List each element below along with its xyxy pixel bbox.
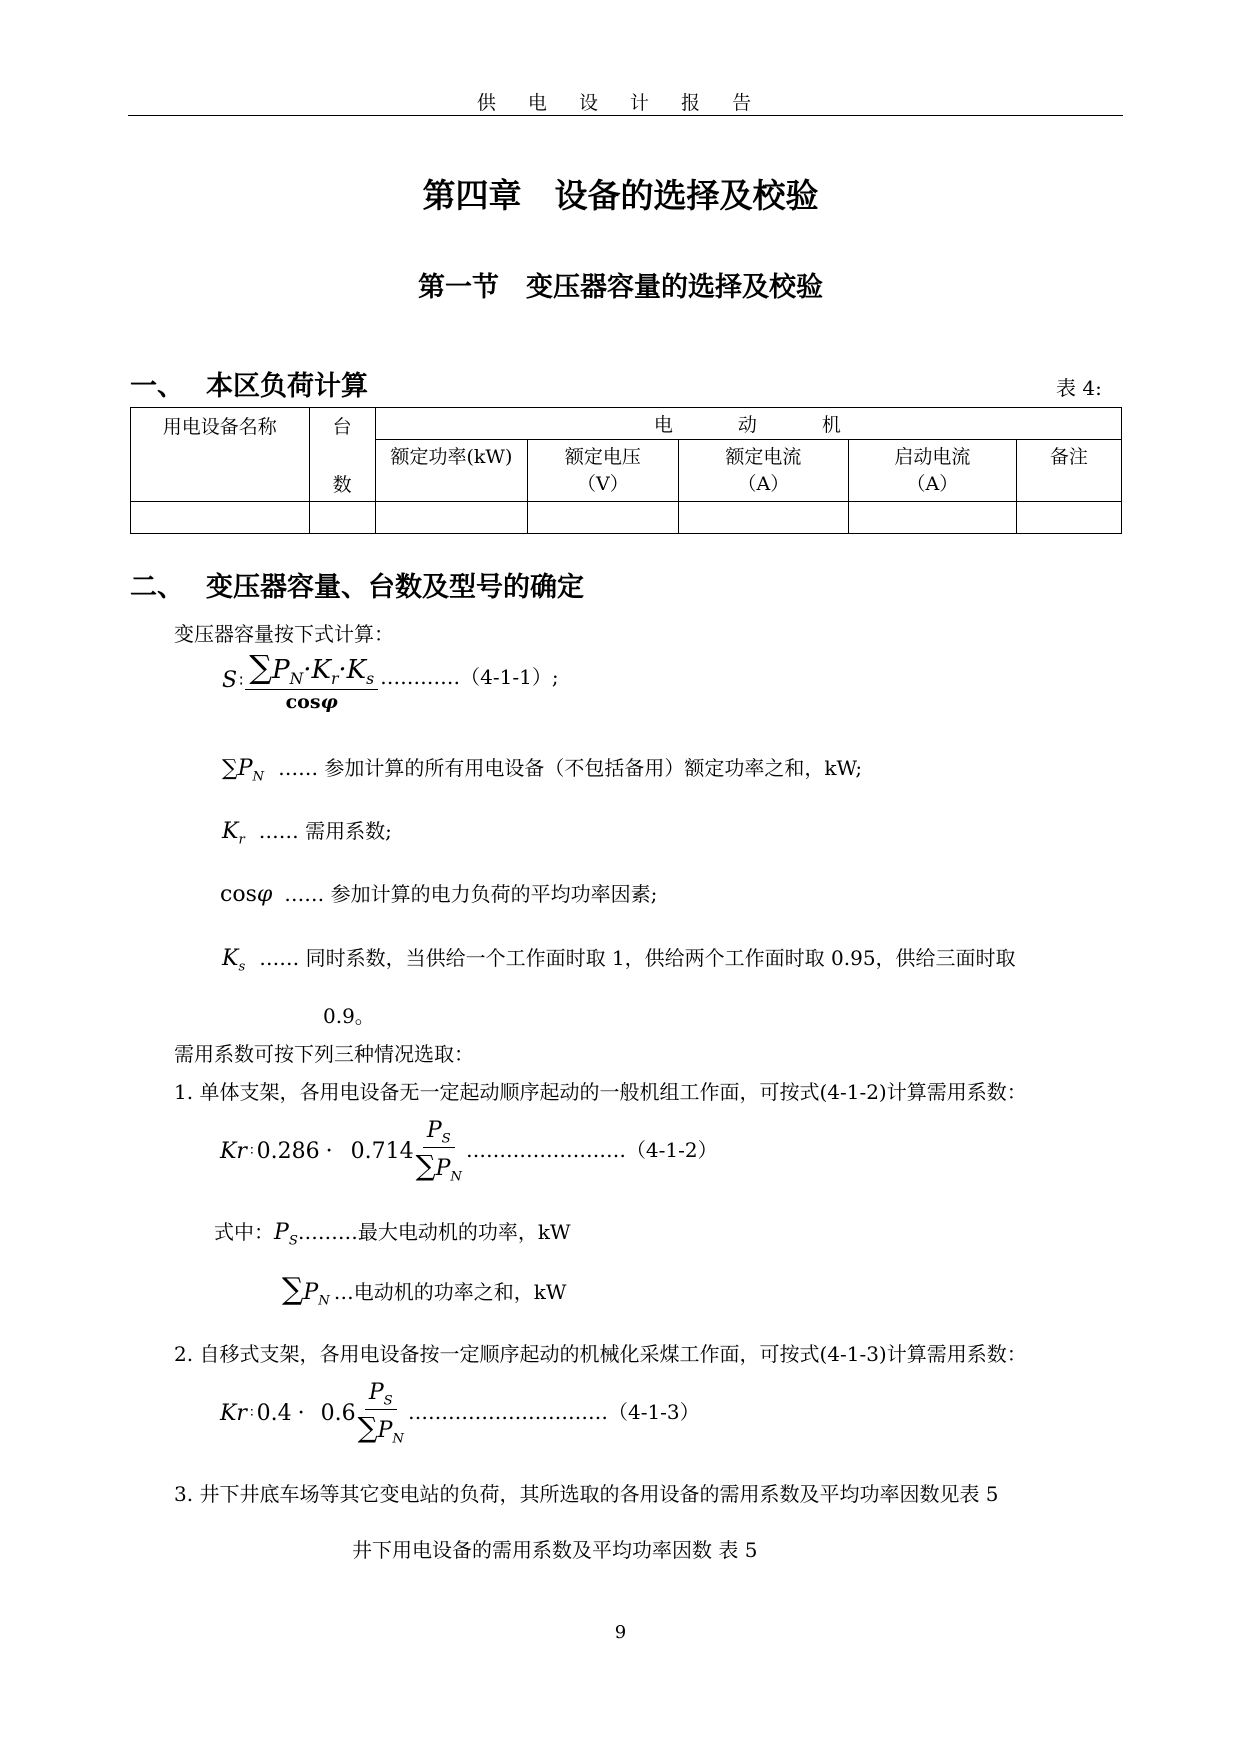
col-rated-voltage: 额定电压 （V） <box>528 440 678 502</box>
def-kr: $K_r$ …… 需用系数; <box>222 819 392 848</box>
load-table <box>130 407 1122 534</box>
case-1: 1. 单体支架，各用电设备无一定起动顺序起动的一般机组工作面，可按式(4-1-2)计算需用系数： <box>174 1080 1027 1104</box>
case-2: 2. 自移式支架，各用电设备按一定顺序起动的机械化采煤工作面，可按式(4-1-3)计算需用系数： <box>174 1342 1027 1366</box>
formula-intro: 变压器容量按下式计算： <box>174 622 394 646</box>
def-cos-phi: cosφ …… 参加计算的电力负荷的平均功率因素; <box>220 882 658 907</box>
def-ks: $K_s$ …… 同时系数，当供给一个工作面时取 1，供给两个工作面时取 0.95，供给三面时取 <box>222 946 1016 975</box>
col-rated-power: 额定功率(kW) <box>375 440 527 502</box>
formula-4-1-1: S ∶ $\frac{\sum P_N\cdot K_r\cdot K_s}{\cos\varphi}$ …………（4-1-1）; <box>222 648 559 714</box>
part2-title: 变压器容量、台数及型号的确定 <box>206 572 584 603</box>
part1-heading <box>130 364 368 403</box>
col-equipment-name: 用电设备名称 <box>131 408 310 502</box>
page-header: 供 电 设 计 报 告 <box>476 92 765 114</box>
col-count <box>309 408 375 502</box>
col-rated-current: 额定电流 （A） <box>678 440 849 502</box>
part2-number: 二、 <box>130 572 184 603</box>
chapter-title: 第四章 设备的选择及校验 <box>422 176 819 215</box>
part1-title: 本区负荷计算 <box>206 371 368 402</box>
formula-4-1-1-tag: …………（4-1-1）; <box>380 665 559 690</box>
def-ps: 式中： $P_S$ ………最大电动机的功率，kW <box>214 1220 571 1249</box>
page-number: 9 <box>614 1622 627 1643</box>
col-remark: 备注 <box>1016 440 1121 502</box>
col-count-top: 台 <box>332 416 352 438</box>
part1-number: 一、 <box>130 371 184 402</box>
col-count-bottom: 数 <box>332 474 352 496</box>
def-ks-cont: 0.9。 <box>323 1004 375 1028</box>
formula-4-1-2: Kr ∶ 0.286 · 0.714 $\frac{P_S}{\sum P_N}$ ……………………（4-1-2） <box>220 1118 718 1185</box>
formula-4-1-3: Kr ∶ 0.4 · 0.6 $\frac{P_S}{\sum P_N}$ …………………………（4-1-3） <box>220 1380 700 1447</box>
formula-4-1-3-tag: …………………………（4-1-3） <box>407 1399 700 1424</box>
header-rule <box>128 115 1123 116</box>
motor-group-header: 电 动 机 <box>375 408 1121 440</box>
formula-4-1-2-tag: ……………………（4-1-2） <box>465 1137 718 1162</box>
table4-label: 表 4: <box>1056 376 1102 400</box>
section-title: 第一节 变压器容量的选择及校验 <box>418 272 823 303</box>
part2-heading <box>130 565 584 604</box>
col-start-current: 启动电流 （A） <box>849 440 1017 502</box>
def-sum-pn: $\sum P_N$ …… 参加计算的所有用电设备（不包括备用）额定功率之和，kW; <box>222 756 863 785</box>
def-sum-pn-2: $\sum P_N$ …电动机的功率之和，kW <box>282 1272 567 1309</box>
case-3: 3. 井下井底车场等其它变电站的负荷，其所选取的各用设备的需用系数及平均功率因数见表 5 <box>174 1482 999 1506</box>
table-row <box>131 502 1122 534</box>
table5-caption: 井下用电设备的需用系数及平均功率因数 表 5 <box>352 1538 758 1562</box>
kr-intro: 需用系数可按下列三种情况选取： <box>174 1042 474 1066</box>
